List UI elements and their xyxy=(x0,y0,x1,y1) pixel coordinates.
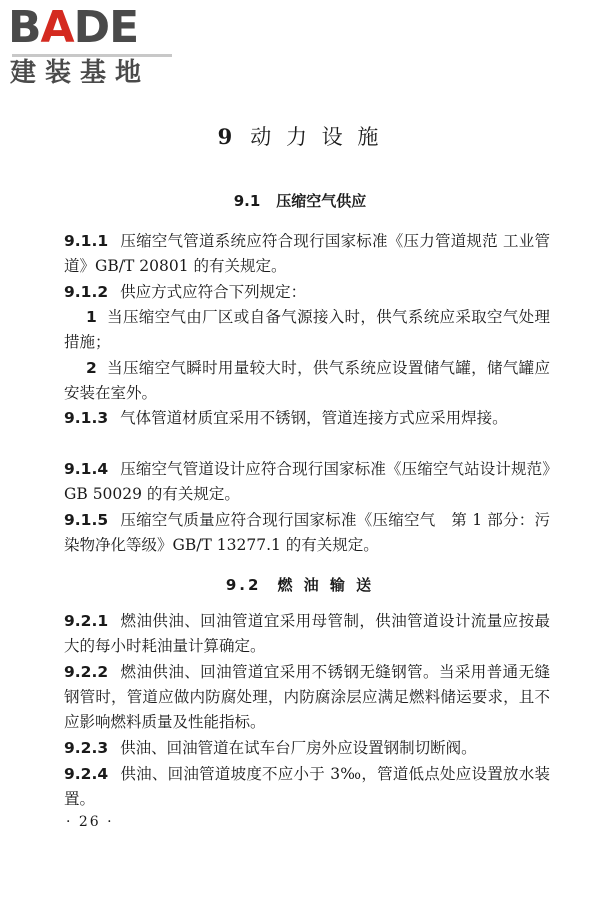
clause-paragraph xyxy=(64,457,550,507)
logo-divider xyxy=(12,54,172,57)
clause-paragraph xyxy=(64,229,550,279)
logo-wordmark: BADE xyxy=(8,2,139,53)
clause-text: 供应方式应符合下列规定： xyxy=(120,283,307,301)
clause-paragraph xyxy=(64,508,550,558)
logo-subtitle: 建装基地 xyxy=(10,58,151,88)
clause-number: 9.2.4 xyxy=(64,765,109,783)
clause-number: 9.2.3 xyxy=(64,739,109,757)
chapter-number: 9 xyxy=(217,124,237,149)
item-text: 当压缩空气由厂区或自备气源接入时，供气系统应采取空气处理措施； xyxy=(64,308,550,351)
clause-text: 压缩空气质量应符合现行国家标准《压缩空气 第 1 部分：污染物净化等级》GB/T 13277.1 的有关规定。 xyxy=(64,511,550,554)
clause-paragraph xyxy=(64,406,550,431)
clause-paragraph xyxy=(64,280,550,305)
bade-logo xyxy=(8,4,178,88)
clause-text: 供油、回油管道坡度不应小于 3‰，管道低点处应设置放水装置。 xyxy=(64,765,550,808)
chapter-title-text: 动 力 设 施 xyxy=(250,125,383,149)
clause-number: 9.2.2 xyxy=(64,663,109,681)
clause-number: 9.1.4 xyxy=(64,460,109,478)
chapter-title xyxy=(0,122,600,152)
clause-text: 燃油供油、回油管道宜采用母管制，供油管道设计流量应按最大的每小时耗油量计算确定。 xyxy=(64,612,550,655)
clause-number: 9.1.5 xyxy=(64,511,109,529)
section-number: 9.1 xyxy=(233,192,261,210)
clause-item xyxy=(64,305,550,355)
section-title xyxy=(0,574,600,596)
clause-paragraph xyxy=(64,736,550,761)
clause-text: 供油、回油管道在试车台厂房外应设置钢制切断阀。 xyxy=(120,739,477,757)
clause-paragraph xyxy=(64,609,550,659)
clause-paragraph xyxy=(64,762,550,812)
clause-number: 9.1.1 xyxy=(64,232,109,250)
section-title-text: 燃 油 输 送 xyxy=(277,576,375,594)
item-text: 当压缩空气瞬时用量较大时，供气系统应设置储气罐，储气罐应安装在室外。 xyxy=(64,359,550,402)
section-title xyxy=(0,190,600,212)
clause-number: 9.1.3 xyxy=(64,409,109,427)
clause-text: 压缩空气管道系统应符合现行国家标准《压力管道规范 工业管道》GB/T 20801 的有关规定。 xyxy=(64,232,550,275)
item-number: 1 xyxy=(86,308,97,326)
clause-item xyxy=(64,356,550,406)
clause-text: 燃油供油、回油管道宜采用不锈钢无缝钢管。当采用普通无缝钢管时，管道应做内防腐处理，内防腐涂层应满足燃料储运要求，且不应影响燃料质量及性能指标。 xyxy=(64,663,550,731)
clause-number: 9.2.1 xyxy=(64,612,109,630)
section-number: 9.2 xyxy=(225,576,262,594)
clause-paragraph xyxy=(64,660,550,735)
clause-number: 9.1.2 xyxy=(64,283,109,301)
page-number: · 26 · xyxy=(66,814,114,830)
section-title-text: 压缩空气供应 xyxy=(276,192,367,210)
item-number: 2 xyxy=(86,359,97,377)
clause-text: 压缩空气管道设计应符合现行国家标准《压缩空气站设计规范》GB 50029 的有关规定。 xyxy=(64,460,550,503)
clause-text: 气体管道材质宜采用不锈钢，管道连接方式应采用焊接。 xyxy=(120,409,508,427)
